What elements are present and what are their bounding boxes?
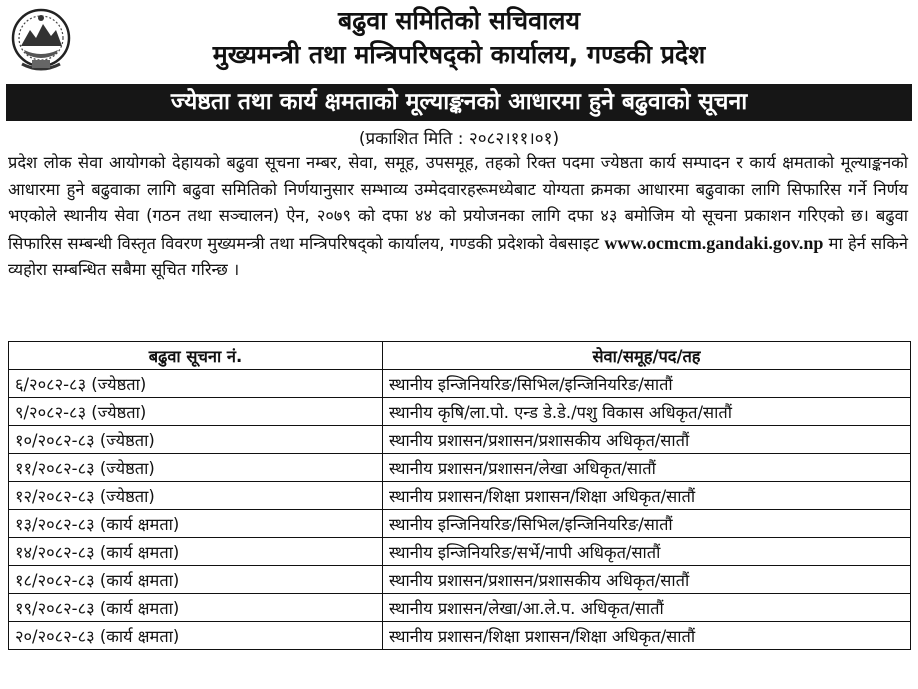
org-name-line2: मुख्यमन्त्री तथा मन्त्रिपरिषद्को कार्यालय, गण्डकी प्रदेश bbox=[212, 40, 706, 69]
notice-text-part2: मा हेर्न सकिने व्यहोरा सम्बन्धित सबैमा सूचित गरिन्छ । bbox=[8, 233, 909, 279]
notice-number-cell: १९/२०८२-८३ (कार्य क्षमता) bbox=[9, 594, 383, 622]
table-row bbox=[9, 510, 911, 538]
table-header-row bbox=[9, 342, 911, 370]
table-row bbox=[9, 482, 911, 510]
table-row bbox=[9, 538, 911, 566]
notice-title-banner: ज्येष्ठता तथा कार्य क्षमताको मूल्याङ्कनको आधारमा हुने बढुवाको सूचना bbox=[6, 84, 912, 121]
service-group-cell: स्थानीय प्रशासन/प्रशासन/प्रशासकीय अधिकृत/सातौं bbox=[383, 566, 911, 594]
notice-number-cell: ६/२०८२-८३ (ज्येष्ठता) bbox=[9, 370, 383, 398]
notice-number-cell: ११/२०८२-८३ (ज्येष्ठता) bbox=[9, 454, 383, 482]
notice-paragraph bbox=[8, 150, 908, 284]
publish-date: (प्रकाशित मिति : २०८२।११।०१) bbox=[358, 129, 560, 149]
notice-number-cell: १३/२०८२-८३ (कार्य क्षमता) bbox=[9, 510, 383, 538]
table-row bbox=[9, 398, 911, 426]
service-group-cell: स्थानीय इन्जिनियरिङ/सर्भे/नापी अधिकृत/सातौं bbox=[383, 538, 911, 566]
notice-text-part1: प्रदेश लोक सेवा आयोगको देहायको बढुवा सूचना नम्बर, सेवा, समूह, उपसमूह, तहको रिक्त पदमा ज्येष्ठता कार्य सम्पादन र कार्य क्षमताको मूल्याङ्कनको आधारमा हुने बढुवाका लागि बढुवा समितिको निर्णयानुसार सम्भाव्य उम्मेदवारहरूमध्येबाट योग्यता क्रमका आधारमा बढुवाका लागि सिफारिस गर्ने निर्णय भएकोले स्थानीय सेवा (गठन तथा सञ्चालन) ऐन, २०७९ को दफा ४४ को प्रयोजनका लागि दफा ४३ बमोजिम यो सूचना प्रकाशन गरिएको छ। बढुवा सिफारिस सम्बन्धी विस्तृत विवरण मुख्यमन्त्री तथा मन्त्रिपरिषद्को कार्यालय, गण्डकी प्रदेशको वेबसाइट bbox=[8, 153, 908, 253]
service-group-cell: स्थानीय प्रशासन/प्रशासन/प्रशासकीय अधिकृत/सातौं bbox=[383, 426, 911, 454]
service-group-cell: स्थानीय प्रशासन/शिक्षा प्रशासन/शिक्षा अधिकृत/सातौं bbox=[383, 622, 911, 650]
table-row bbox=[9, 594, 911, 622]
table-row bbox=[9, 370, 911, 398]
promotion-notice-table bbox=[8, 341, 911, 650]
notice-number-cell: ९/२०८२-८३ (ज्येष्ठता) bbox=[9, 398, 383, 426]
notice-number-cell: १०/२०८२-८३ (ज्येष्ठता) bbox=[9, 426, 383, 454]
column-header-service-group: सेवा/समूह/पद/तह bbox=[383, 342, 911, 370]
notice-number-cell: १४/२०८२-८३ (कार्य क्षमता) bbox=[9, 538, 383, 566]
table-row bbox=[9, 622, 911, 650]
service-group-cell: स्थानीय प्रशासन/प्रशासन/लेखा अधिकृत/सातौं bbox=[383, 454, 911, 482]
notice-number-cell: १२/२०८२-८३ (ज्येष्ठता) bbox=[9, 482, 383, 510]
column-header-notice-number: बढुवा सूचना नं. bbox=[9, 342, 383, 370]
service-group-cell: स्थानीय इन्जिनियरिङ/सिभिल/इन्जिनियरिङ/सातौं bbox=[383, 370, 911, 398]
website-link[interactable]: www.ocmcm.gandaki.gov.np bbox=[604, 232, 824, 253]
service-group-cell: स्थानीय प्रशासन/शिक्षा प्रशासन/शिक्षा अधिकृत/सातौं bbox=[383, 482, 911, 510]
service-group-cell: स्थानीय कृषि/ला.पो. एन्ड डे.डे./पशु विकास अधिकृत/सातौं bbox=[383, 398, 911, 426]
notice-number-cell: १८/२०८२-८३ (कार्य क्षमता) bbox=[9, 566, 383, 594]
table-row bbox=[9, 566, 911, 594]
service-group-cell: स्थानीय प्रशासन/लेखा/आ.ले.प. अधिकृत/सातौं bbox=[383, 594, 911, 622]
org-name-line1: बढुवा समितिको सचिवालय bbox=[338, 6, 580, 35]
table-row bbox=[9, 454, 911, 482]
table-row bbox=[9, 426, 911, 454]
service-group-cell: स्थानीय इन्जिनियरिङ/सिभिल/इन्जिनियरिङ/सातौं bbox=[383, 510, 911, 538]
notice-number-cell: २०/२०८२-८३ (कार्य क्षमता) bbox=[9, 622, 383, 650]
